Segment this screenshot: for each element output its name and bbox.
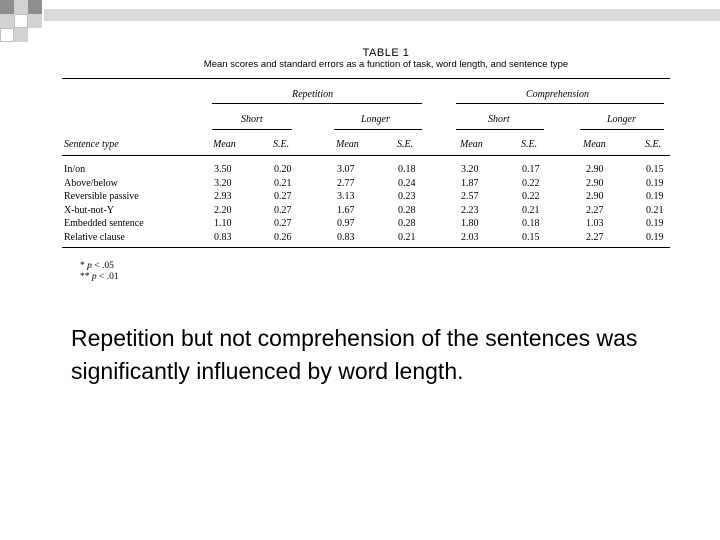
table-cell: 3.20 bbox=[214, 177, 232, 189]
table-top-rule bbox=[62, 78, 670, 79]
table-cell: 0.19 bbox=[646, 232, 664, 243]
row-label: Reversible passive bbox=[64, 191, 139, 203]
table-cell: 2.03 bbox=[461, 232, 479, 243]
top-bar-decoration bbox=[44, 9, 720, 21]
row-label: X-but-not-Y bbox=[64, 204, 114, 216]
stat-header: S.E. bbox=[397, 139, 414, 150]
data-table bbox=[62, 47, 670, 71]
note-value: < .01 bbox=[96, 272, 119, 282]
task-header-comprehension: Comprehension bbox=[526, 89, 589, 100]
table-cell: 0.83 bbox=[337, 232, 355, 243]
table-cell: 0.27 bbox=[274, 204, 292, 216]
table-cell: 0.27 bbox=[274, 191, 292, 203]
table-cell: 0.20 bbox=[274, 164, 292, 175]
table-cell: 3.07 bbox=[337, 164, 355, 175]
header-rule bbox=[62, 155, 670, 156]
row-label: Embedded sentence bbox=[64, 218, 144, 230]
table-cell: 0.83 bbox=[214, 232, 232, 243]
note-value: < .05 bbox=[91, 261, 114, 271]
table-cell: 0.15 bbox=[522, 232, 540, 243]
stat-header: Mean bbox=[583, 139, 606, 150]
deco-square bbox=[28, 14, 42, 28]
length-header: Longer bbox=[361, 114, 390, 125]
table-cell: 2.27 bbox=[586, 232, 604, 243]
slide-body-text: Repetition but not comprehension of the sentences was significantly influenced by word length. bbox=[71, 325, 638, 384]
table-notes bbox=[80, 261, 119, 283]
table-cell: 0.21 bbox=[522, 204, 540, 216]
table-cell: 3.20 bbox=[461, 164, 479, 175]
row-label: Relative clause bbox=[64, 232, 125, 243]
task-header-repetition: Repetition bbox=[292, 89, 334, 100]
note-p: p bbox=[91, 272, 97, 282]
table-cell: 1.80 bbox=[461, 218, 479, 230]
table-cell: 0.28 bbox=[398, 204, 416, 216]
note-p: p bbox=[87, 261, 92, 271]
deco-square bbox=[14, 28, 28, 42]
table-bottom-rule bbox=[62, 247, 670, 248]
table-cell: 0.19 bbox=[646, 191, 664, 203]
table-cell: 0.28 bbox=[398, 218, 416, 230]
table-cell: 2.90 bbox=[586, 177, 604, 189]
table-cell: 2.77 bbox=[337, 177, 355, 189]
stat-header: S.E. bbox=[521, 139, 538, 150]
stat-header: Mean bbox=[213, 139, 236, 150]
table-cell: 0.18 bbox=[522, 218, 540, 230]
table-cell: 0.22 bbox=[522, 191, 540, 203]
note-mark: * bbox=[80, 261, 88, 271]
table-cell: 0.21 bbox=[646, 204, 664, 216]
table-cell: 1.03 bbox=[586, 218, 604, 230]
table-cell: 2.90 bbox=[586, 164, 604, 175]
table-cell: 0.21 bbox=[398, 232, 416, 243]
corner-decoration bbox=[0, 0, 720, 40]
deco-square bbox=[0, 0, 14, 14]
row-label: In/on bbox=[64, 164, 86, 175]
table-cell: 0.26 bbox=[274, 232, 292, 243]
stat-header: Mean bbox=[460, 139, 483, 150]
table-cell: 0.22 bbox=[522, 177, 540, 189]
table-cell: 0.24 bbox=[398, 177, 416, 189]
note-line bbox=[80, 272, 119, 283]
length-header: Longer bbox=[607, 114, 636, 125]
stat-header: S.E. bbox=[645, 139, 662, 150]
table-caption: Mean scores and standard errors as a function of task, word length, and sentence type bbox=[203, 59, 569, 70]
table-cell: 0.17 bbox=[522, 164, 540, 175]
table-cell: 0.15 bbox=[646, 164, 664, 175]
table-cell: 0.23 bbox=[398, 191, 416, 203]
table-cell: 0.97 bbox=[337, 218, 355, 230]
longer-rule bbox=[580, 129, 664, 130]
table-cell: 0.19 bbox=[646, 218, 664, 230]
table-cell: 1.10 bbox=[214, 218, 232, 230]
table-cell: 2.93 bbox=[214, 191, 232, 203]
longer-rule bbox=[334, 129, 422, 130]
deco-square bbox=[0, 14, 14, 28]
note-line bbox=[80, 261, 119, 272]
comprehension-rule bbox=[456, 103, 664, 104]
length-header: Short bbox=[488, 114, 510, 125]
short-rule bbox=[212, 129, 292, 130]
table-cell: 3.13 bbox=[337, 191, 355, 203]
table-cell: 0.21 bbox=[274, 177, 292, 189]
deco-square bbox=[28, 0, 42, 14]
note-mark: ** bbox=[80, 272, 92, 282]
table-cell: 0.19 bbox=[646, 177, 664, 189]
table-cell: 1.87 bbox=[461, 177, 479, 189]
table-cell: 2.27 bbox=[586, 204, 604, 216]
table-cell: 2.20 bbox=[214, 204, 232, 216]
stat-header: S.E. bbox=[273, 139, 290, 150]
deco-square bbox=[0, 28, 14, 42]
length-header: Short bbox=[241, 114, 263, 125]
short-rule bbox=[456, 129, 544, 130]
table-cell: 2.23 bbox=[461, 204, 479, 216]
table-title: TABLE 1 bbox=[362, 47, 410, 59]
deco-square bbox=[14, 0, 28, 14]
table-cell: 0.18 bbox=[398, 164, 416, 175]
stat-header: Mean bbox=[336, 139, 359, 150]
table-cell: 3.50 bbox=[214, 164, 232, 175]
row-header: Sentence type bbox=[64, 139, 119, 150]
repetition-rule bbox=[212, 103, 422, 104]
table-cell: 0.27 bbox=[274, 218, 292, 230]
table-cell: 1.67 bbox=[337, 204, 355, 216]
table-cell: 2.57 bbox=[461, 191, 479, 203]
deco-square bbox=[14, 14, 28, 28]
row-label: Above/below bbox=[64, 177, 118, 189]
table-cell: 2.90 bbox=[586, 191, 604, 203]
